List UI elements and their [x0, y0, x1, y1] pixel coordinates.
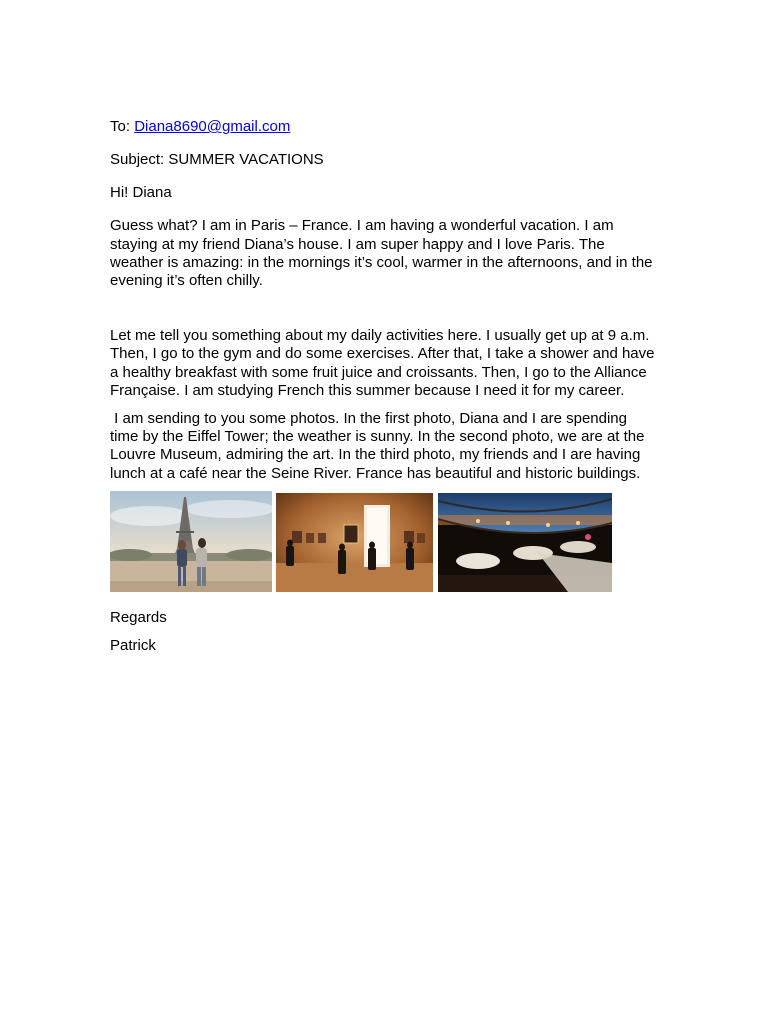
email-document: [110, 118, 655, 655]
paragraph-1: Guess what? I am in Paris – France. I am having a wonderful vacation. I am staying at my friend Diana’s house. I am super happy and I love Paris. The weather is amazing: in the mornings it’s cool, warmer in the afternoons, and in the evening it’s often chilly.: [110, 217, 653, 290]
river-cafe-photo: [438, 493, 612, 592]
greeting: Hi! Diana: [110, 184, 172, 202]
closing: Regards: [110, 608, 167, 626]
to-label: To:: [110, 118, 135, 135]
museum-gallery-photo: [276, 493, 433, 592]
paragraph-2: Let me tell you something about my daily activities here. I usually get up at 9 a.m. Then, I go to the gym and do some exercises. After that, I take a shower and have a healthy breakfast with some fruit juice and croissants. Then, I go to the Alliance Française. I am studying French this summer because I need it for my career.: [110, 327, 655, 399]
photo-strip: [110, 491, 655, 595]
eiffel-tower-couple-photo: [110, 491, 272, 592]
signature: Patrick: [110, 637, 156, 655]
subject-line: Subject: SUMMER VACATIONS: [110, 151, 324, 168]
paragraph-3: I am sending to you some photos. In the first photo, Diana and I are spending time by the Eiffel Tower; the weather is sunny. In the second photo, we are at the Louvre Museum, admiring the art. In the third photo, my friends and I are having lunch at a café near the Seine River. France has beautiful and historic buildings.: [110, 410, 649, 482]
email-address-link[interactable]: Diana8690@gmail.com: [134, 118, 291, 135]
to-line: [110, 118, 655, 136]
